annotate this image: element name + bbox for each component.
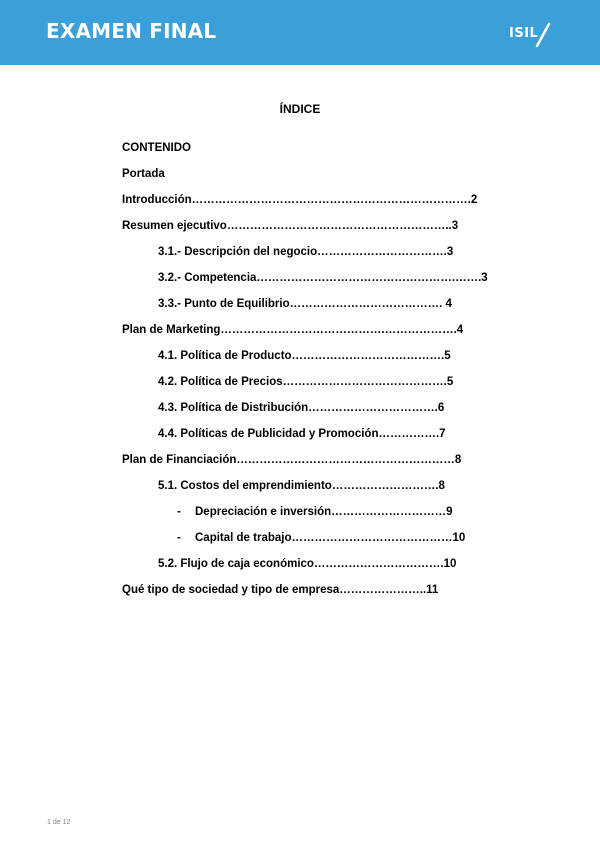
logo-slash-icon — [535, 22, 551, 48]
toc-entry: Qué tipo de sociedad y tipo de empresa…………………..11 — [122, 584, 439, 596]
logo-text: ISIL — [509, 26, 539, 41]
header-title: EXAMEN FINAL — [46, 19, 217, 43]
toc-entry: 5.1. Costos del emprendimiento……………………….8 — [158, 480, 445, 492]
toc-entry: CONTENIDO — [122, 142, 191, 154]
toc-entry: Capital de trabajo……………………………………10 — [195, 532, 466, 544]
toc-entry: Depreciación e inversión…………………………9 — [195, 506, 453, 518]
index-title: ÍNDICE — [279, 102, 321, 116]
toc-entry: 3.2.- Competencia…………………………………………….…….3 — [158, 272, 488, 284]
toc-entry: Resumen ejecutivo…………………………………………………..3 — [122, 220, 459, 232]
toc-entry: 4.4. Políticas de Publicidad y Promoción…………….7 — [158, 428, 446, 440]
toc-entry: Introducción……………………………………………………………….2 — [122, 194, 478, 206]
toc-bullet: - — [177, 532, 181, 544]
toc-entry: Plan de Financiación…………………………………………………8 — [122, 454, 462, 466]
toc-entry: Portada — [122, 168, 165, 180]
page-header — [0, 0, 600, 65]
toc-entry: 4.1. Política de Producto………………………………….5 — [158, 350, 451, 362]
toc-entry: 4.2. Política de Precios…………………………………….5 — [158, 376, 454, 388]
page-number: 1 de 12 — [47, 819, 71, 826]
toc-entry: 3.3.- Punto de Equilibrio…………………………………. 4 — [158, 298, 452, 310]
toc-entry: 5.2. Flujo de caja económico…………………………….10 — [158, 558, 457, 570]
toc-bullet: - — [177, 506, 181, 518]
toc-entry: Plan de Marketing…………………………………….……………….4 — [122, 324, 464, 336]
toc-entry: 3.1.- Descripción del negocio…………………………….3 — [158, 246, 454, 258]
toc-entry: 4.3. Política de Distribución…………………………….6 — [158, 402, 445, 414]
